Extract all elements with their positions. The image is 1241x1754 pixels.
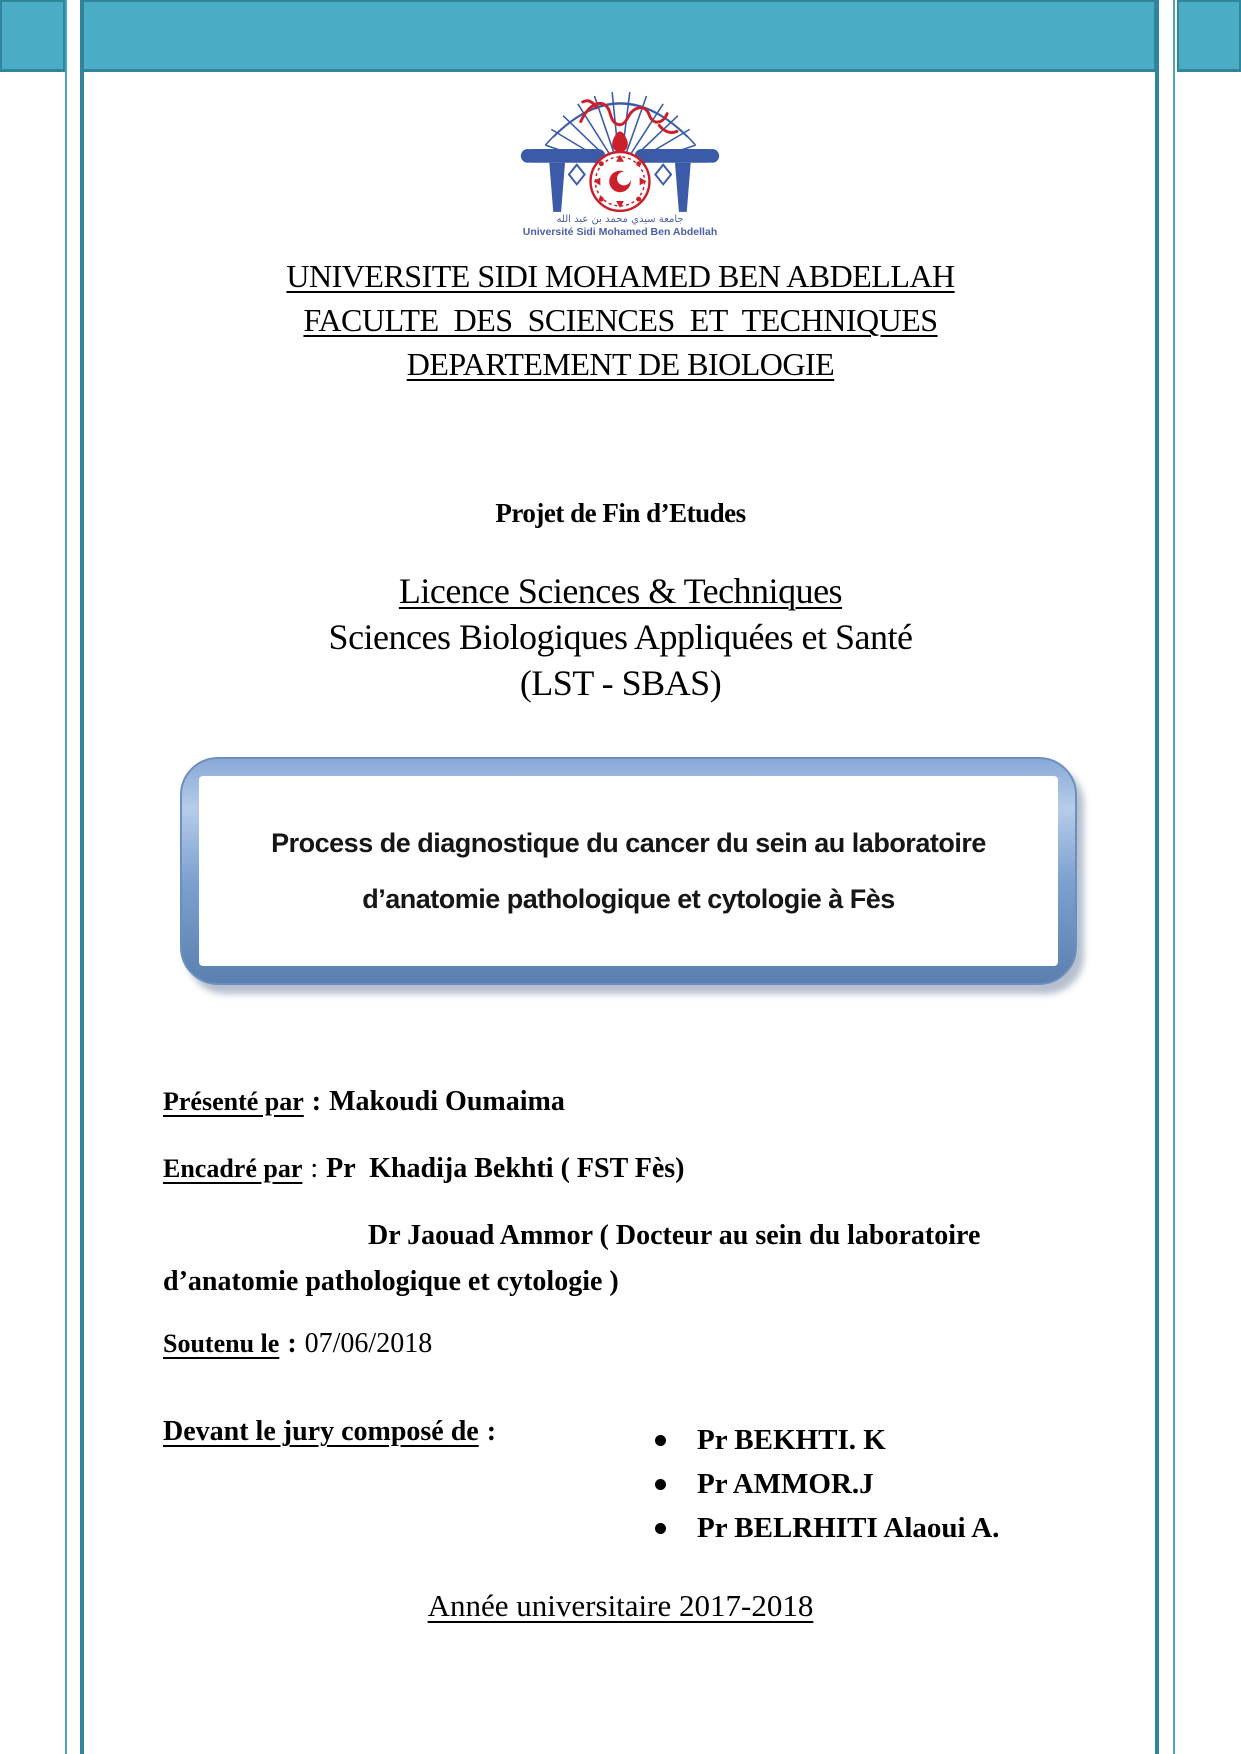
separator-colon: : bbox=[310, 1153, 319, 1184]
jury-member-1: Pr BEKHTI. K bbox=[697, 1424, 886, 1456]
supervisor-1: Pr Khadija Bekhti ( FST Fès) bbox=[326, 1153, 685, 1184]
presented-by-value: Makoudi Oumaima bbox=[329, 1086, 565, 1117]
jury-member-2: Pr AMMOR.J bbox=[697, 1468, 874, 1500]
top-border-band-right bbox=[1177, 0, 1241, 72]
left-border-line-thin bbox=[65, 0, 67, 1754]
academic-year: Année universitaire 2017-2018 bbox=[427, 1588, 814, 1623]
degree-line-2: Sciences Biologiques Appliquées et Santé bbox=[328, 617, 913, 657]
university-emblem-icon bbox=[512, 86, 728, 214]
faculty-name: FACULTE DES SCIENCES ET TECHNIQUES bbox=[303, 302, 938, 338]
thesis-title bbox=[199, 776, 1058, 966]
logo-caption-arabic: جامعة سيدي محمد بن عبد الله bbox=[556, 214, 684, 225]
jury-member-row bbox=[655, 1424, 1115, 1457]
separator-colon: : bbox=[311, 1086, 322, 1117]
degree-line-1: Licence Sciences & Techniques bbox=[398, 571, 843, 611]
defense-date-value: 07/06/2018 bbox=[304, 1328, 433, 1359]
thesis-title-line-1: Process de diagnostique du cancer du sein au laboratoire bbox=[271, 828, 986, 858]
jury-label: Devant le jury composé de bbox=[163, 1416, 479, 1447]
supervisor-2-line-1: Dr Jaouad Ammor ( Docteur au sein du laboratoire bbox=[368, 1220, 981, 1251]
degree-block bbox=[84, 568, 1157, 706]
bullet-icon bbox=[655, 1435, 666, 1446]
bullet-icon bbox=[655, 1479, 666, 1490]
separator-colon: : bbox=[486, 1416, 497, 1447]
university-name: UNIVERSITE SIDI MOHAMED BEN ABDELLAH bbox=[286, 258, 955, 294]
right-border-line-thin bbox=[1173, 0, 1175, 1754]
degree-line-3: (LST - SBAS) bbox=[519, 663, 722, 703]
university-heading-block bbox=[84, 254, 1157, 386]
supervisor-2-line-2: d’anatomie pathologique et cytologie ) bbox=[163, 1266, 619, 1297]
bullet-icon bbox=[655, 1523, 666, 1534]
presented-by-label: Présenté par bbox=[163, 1087, 304, 1116]
defense-date-row bbox=[135, 1296, 1145, 1392]
defense-date-label: Soutenu le bbox=[163, 1329, 280, 1358]
jury-member-3: Pr BELRHITI Alaoui A. bbox=[697, 1512, 1000, 1544]
thesis-title-line-2: d’anatomie pathologique et cytologie à Fès bbox=[362, 884, 895, 914]
thesis-title-box bbox=[180, 757, 1077, 985]
supervised-by-label: Encadré par bbox=[163, 1154, 303, 1183]
department-name: DEPARTEMENT DE BIOLOGIE bbox=[406, 346, 835, 382]
top-border-band-main bbox=[82, 0, 1156, 72]
logo-caption-french: Université Sidi Mohamed Ben Abdellah bbox=[522, 226, 718, 238]
separator-colon: : bbox=[287, 1328, 297, 1359]
project-type: Projet de Fin d’Etudes bbox=[495, 498, 746, 528]
top-border-band-left bbox=[0, 0, 65, 72]
university-logo bbox=[440, 86, 800, 239]
jury-member-row bbox=[655, 1468, 1115, 1501]
jury-member-row bbox=[655, 1512, 1115, 1545]
